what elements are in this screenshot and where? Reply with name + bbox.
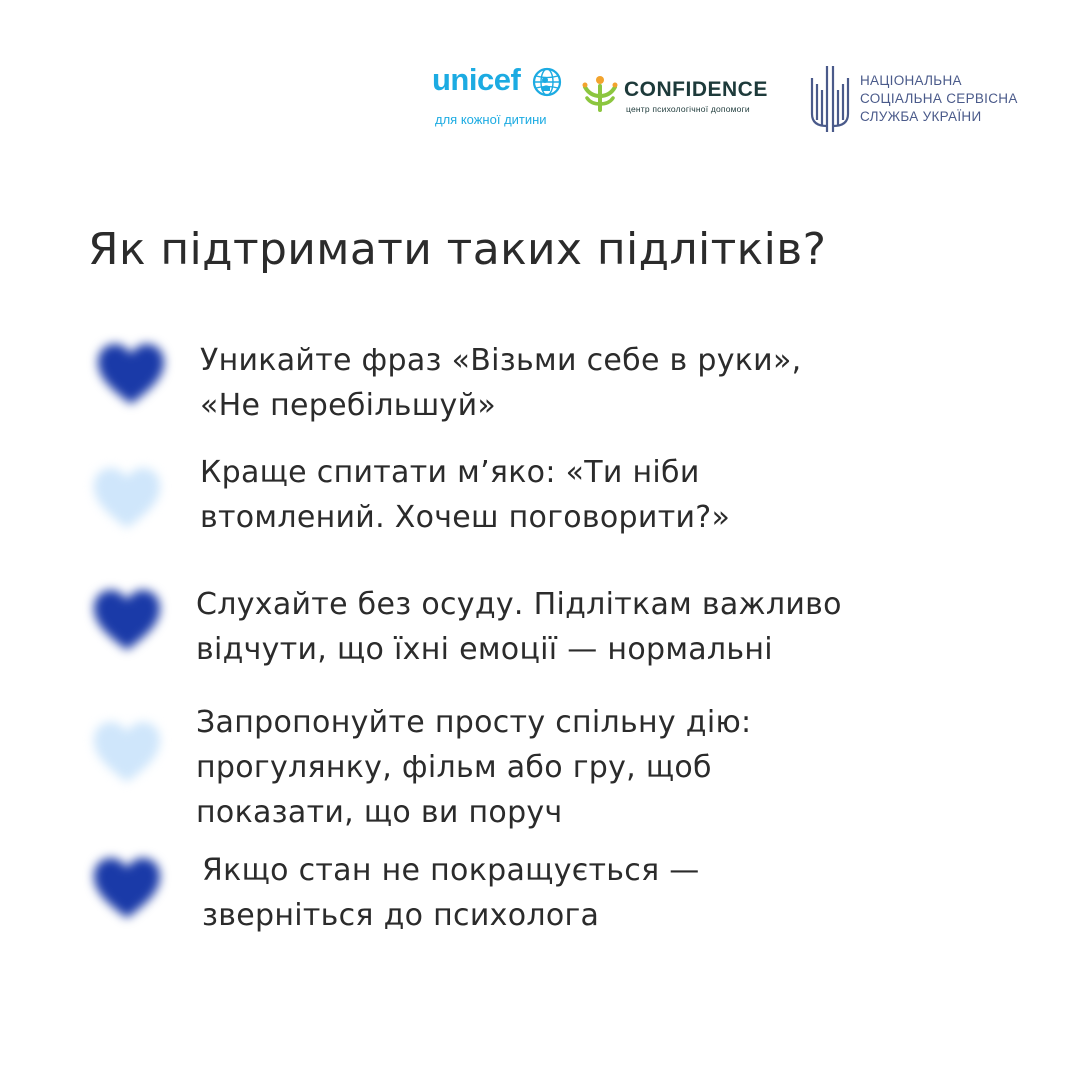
- tip-text: [202, 848, 700, 938]
- nssu-name-line: СОЦІАЛЬНА СЕРВІСНА: [860, 91, 1018, 106]
- nssu-name-line: СЛУЖБА УКРАЇНИ: [860, 109, 982, 124]
- tip-line: зверніться до психолога: [202, 898, 600, 933]
- tip-line: Якщо стан не покращується —: [202, 853, 700, 888]
- unicef-tagline: для кожної дитини: [435, 112, 547, 127]
- tip-line: «Не перебільшуй»: [200, 388, 497, 423]
- page-title: Як підтримати таких підлітків?: [88, 224, 827, 275]
- nssu-name-line: НАЦІОНАЛЬНА: [860, 73, 962, 88]
- unicef-wordmark: unicef: [432, 62, 521, 97]
- confidence-wordmark: CONFIDENCE: [624, 78, 768, 101]
- tip-line: Запропонуйте просту спільну дію:: [196, 705, 752, 740]
- confidence-tagline: центр психологічної допомоги: [626, 104, 750, 114]
- tip-line: втомлений. Хочеш поговорити?»: [200, 500, 731, 535]
- heart-icon: [92, 338, 170, 410]
- tip-text: [200, 338, 801, 428]
- tip-line: Уникайте фраз «Візьми себе в руки»,: [200, 343, 802, 378]
- heart-icon: [88, 716, 166, 788]
- tip-line: Слухайте без осуду. Підліткам важливо: [196, 587, 842, 622]
- tip-line: прогулянку, фільм або гру, щоб: [196, 750, 712, 785]
- tip-text: [200, 450, 730, 540]
- tip-text: [196, 700, 751, 835]
- tip-line: Краще спитати м’яко: «Ти ніби: [200, 455, 700, 490]
- tip-text: [196, 582, 842, 672]
- tip-line: показати, що ви поруч: [196, 795, 563, 830]
- heart-icon: [88, 462, 166, 534]
- tip-line: відчути, що їхні емоції — нормальні: [196, 632, 773, 667]
- heart-icon: [88, 852, 166, 924]
- heart-icon: [88, 584, 166, 656]
